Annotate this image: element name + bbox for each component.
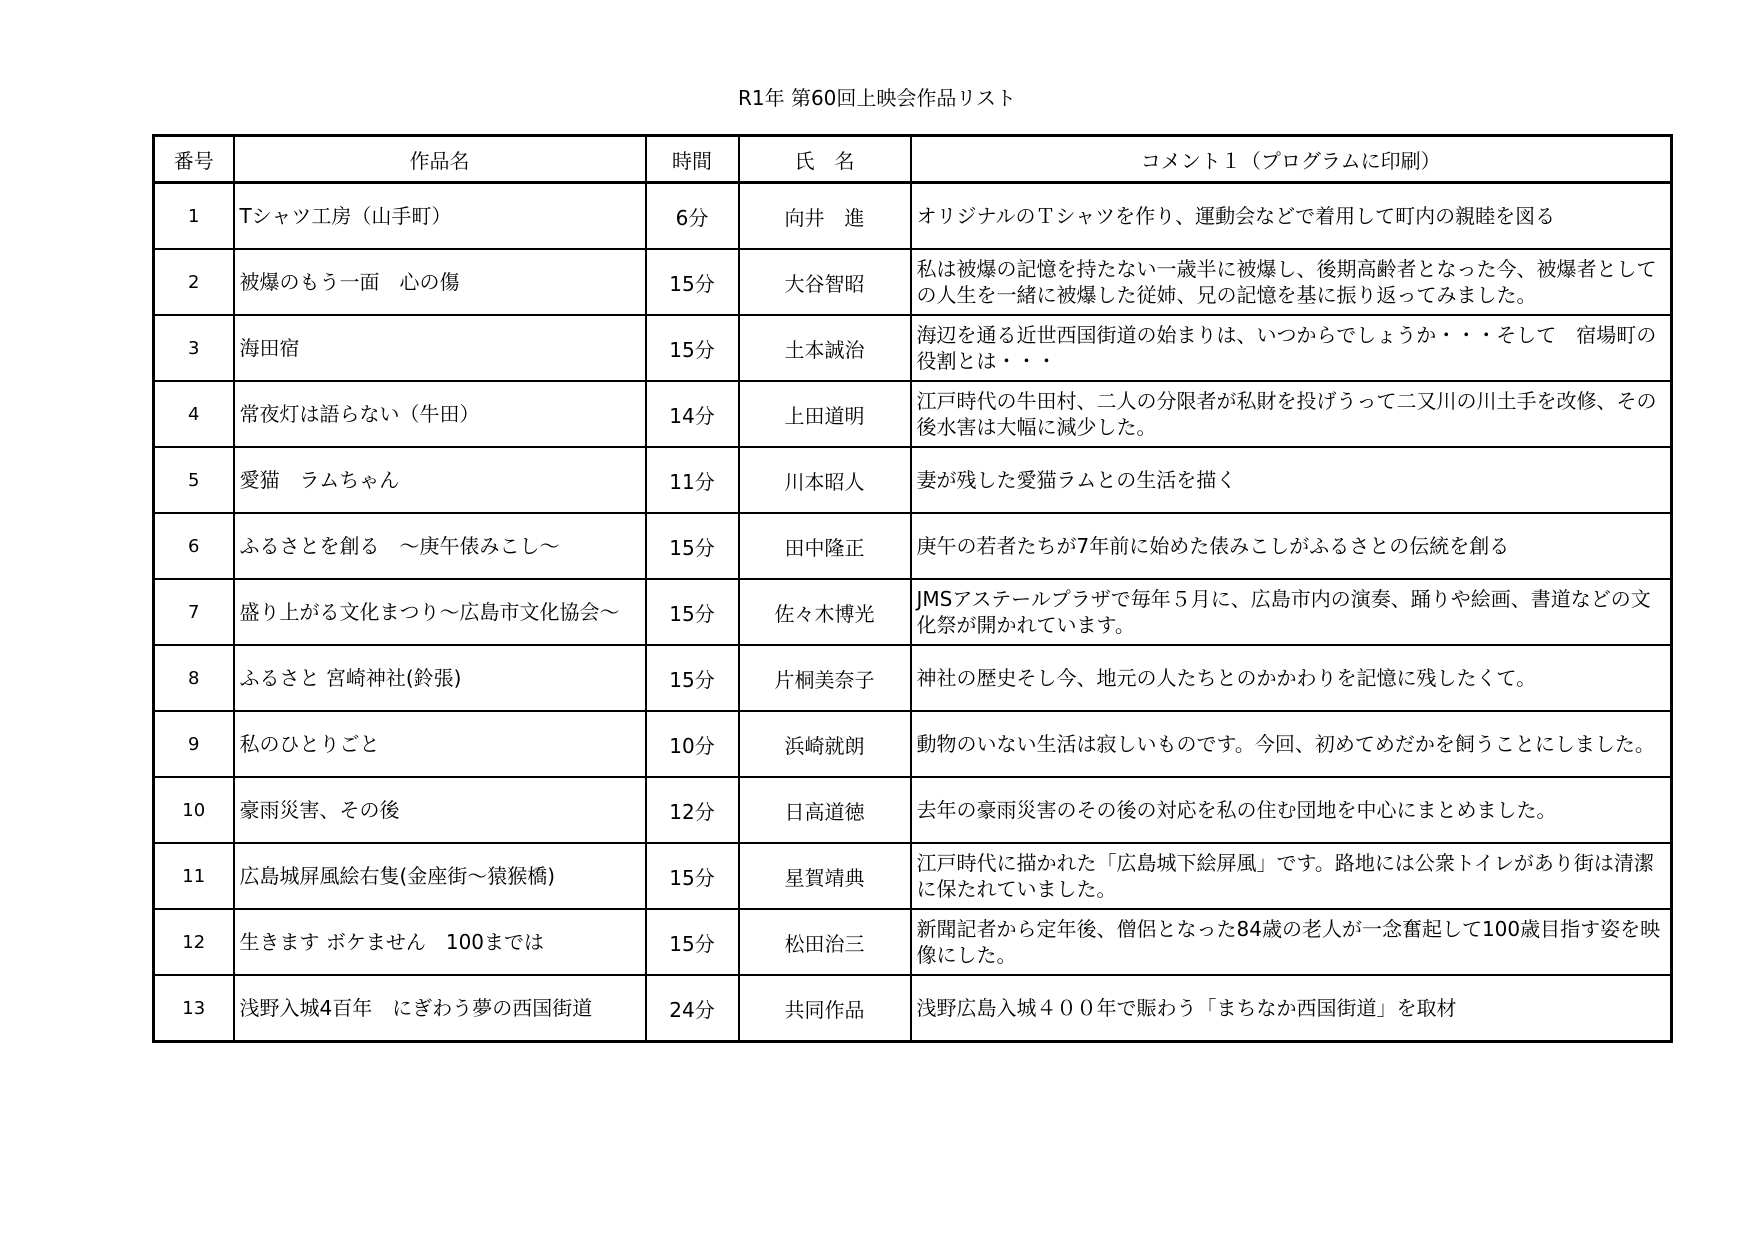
cell-name: 土本誠治 xyxy=(739,315,911,381)
cell-time: 11分 xyxy=(646,447,739,513)
cell-time: 15分 xyxy=(646,909,739,975)
cell-number: 6 xyxy=(154,513,234,579)
header-time: 時間 xyxy=(646,136,739,183)
cell-time: 15分 xyxy=(646,315,739,381)
cell-comment: 動物のいない生活は寂しいものです。今回、初めてめだかを飼うことにしました。 xyxy=(911,711,1672,777)
cell-comment: JMSアステールプラザで毎年５月に、広島市内の演奏、踊りや絵画、書道などの文化祭が開かれています。 xyxy=(911,579,1672,645)
cell-title: Tシャツ工房（山手町） xyxy=(234,183,646,250)
cell-number: 4 xyxy=(154,381,234,447)
table-row xyxy=(154,777,1672,843)
header-title: 作品名 xyxy=(234,136,646,183)
header-number: 番号 xyxy=(154,136,234,183)
cell-title: 被爆のもう一面 心の傷 xyxy=(234,249,646,315)
cell-name: 共同作品 xyxy=(739,975,911,1042)
cell-time: 15分 xyxy=(646,513,739,579)
cell-title: 生きます ボケません 100までは xyxy=(234,909,646,975)
table-row xyxy=(154,183,1672,250)
table-row xyxy=(154,579,1672,645)
cell-time: 15分 xyxy=(646,843,739,909)
cell-time: 15分 xyxy=(646,645,739,711)
cell-name: 川本昭人 xyxy=(739,447,911,513)
cell-title: 海田宿 xyxy=(234,315,646,381)
works-table xyxy=(152,134,1673,1043)
table-row xyxy=(154,645,1672,711)
cell-name: 松田治三 xyxy=(739,909,911,975)
cell-time: 6分 xyxy=(646,183,739,250)
cell-name: 浜崎就朗 xyxy=(739,711,911,777)
cell-number: 10 xyxy=(154,777,234,843)
cell-comment: 去年の豪雨災害のその後の対応を私の住む団地を中心にまとめました。 xyxy=(911,777,1672,843)
cell-comment: 私は被爆の記憶を持たない一歳半に被爆し、後期高齢者となった今、被爆者としての人生を一緒に被爆した従姉、兄の記憶を基に振り返ってみました。 xyxy=(911,249,1672,315)
cell-comment: 庚午の若者たちが7年前に始めた俵みこしがふるさとの伝統を創る xyxy=(911,513,1672,579)
table-row xyxy=(154,381,1672,447)
cell-name: 日高道徳 xyxy=(739,777,911,843)
cell-title: 広島城屏風絵右隻(金座街～猿猴橋) xyxy=(234,843,646,909)
cell-time: 24分 xyxy=(646,975,739,1042)
table-row xyxy=(154,909,1672,975)
cell-number: 1 xyxy=(154,183,234,250)
cell-time: 14分 xyxy=(646,381,739,447)
cell-name: 佐々木博光 xyxy=(739,579,911,645)
cell-time: 15分 xyxy=(646,249,739,315)
cell-time: 10分 xyxy=(646,711,739,777)
cell-number: 5 xyxy=(154,447,234,513)
cell-title: 私のひとりごと xyxy=(234,711,646,777)
cell-title: 浅野入城4百年 にぎわう夢の西国街道 xyxy=(234,975,646,1042)
cell-number: 9 xyxy=(154,711,234,777)
cell-comment: 新聞記者から定年後、僧侶となった84歳の老人が一念奮起して100歳目指す姿を映像にした。 xyxy=(911,909,1672,975)
table-row xyxy=(154,315,1672,381)
table-row xyxy=(154,975,1672,1042)
cell-comment: 江戸時代に描かれた「広島城下絵屏風」です。路地には公衆トイレがあり街は清潔に保たれていました。 xyxy=(911,843,1672,909)
cell-number: 8 xyxy=(154,645,234,711)
cell-comment: 浅野広島入城４００年で賑わう「まちなか西国街道」を取材 xyxy=(911,975,1672,1042)
cell-title: 盛り上がる文化まつり～広島市文化協会～ xyxy=(234,579,646,645)
header-row xyxy=(154,136,1672,183)
cell-time: 15分 xyxy=(646,579,739,645)
header-comment: コメント１（プログラムに印刷） xyxy=(911,136,1672,183)
cell-number: 13 xyxy=(154,975,234,1042)
cell-title: 豪雨災害、その後 xyxy=(234,777,646,843)
table-row xyxy=(154,711,1672,777)
cell-title: 愛猫 ラムちゃん xyxy=(234,447,646,513)
cell-name: 大谷智昭 xyxy=(739,249,911,315)
cell-comment: 海辺を通る近世西国街道の始まりは、いつからでしょうか・・・そして 宿場町の役割とは・・・ xyxy=(911,315,1672,381)
cell-title: 常夜灯は語らない（牛田） xyxy=(234,381,646,447)
cell-time: 12分 xyxy=(646,777,739,843)
table-row xyxy=(154,447,1672,513)
cell-number: 3 xyxy=(154,315,234,381)
cell-name: 星賀靖典 xyxy=(739,843,911,909)
cell-comment: 妻が残した愛猫ラムとの生活を描く xyxy=(911,447,1672,513)
cell-number: 7 xyxy=(154,579,234,645)
cell-name: 向井 進 xyxy=(739,183,911,250)
cell-number: 2 xyxy=(154,249,234,315)
cell-number: 12 xyxy=(154,909,234,975)
cell-name: 片桐美奈子 xyxy=(739,645,911,711)
cell-title: ふるさとを創る ～庚午俵みこし～ xyxy=(234,513,646,579)
cell-name: 田中隆正 xyxy=(739,513,911,579)
table-row xyxy=(154,249,1672,315)
cell-comment: オリジナルのＴシャツを作り、運動会などで着用して町内の親睦を図る xyxy=(911,183,1672,250)
cell-name: 上田道明 xyxy=(739,381,911,447)
table-row xyxy=(154,513,1672,579)
cell-number: 11 xyxy=(154,843,234,909)
document-title: R1年 第60回上映会作品リスト xyxy=(737,86,1017,110)
cell-comment: 神社の歴史そし今、地元の人たちとのかかわりを記憶に残したくて。 xyxy=(911,645,1672,711)
cell-comment: 江戸時代の牛田村、二人の分限者が私財を投げうって二又川の川土手を改修、その後水害は大幅に減少した。 xyxy=(911,381,1672,447)
cell-title: ふるさと 宮崎神社(鈴張) xyxy=(234,645,646,711)
header-name: 氏 名 xyxy=(739,136,911,183)
table-row xyxy=(154,843,1672,909)
